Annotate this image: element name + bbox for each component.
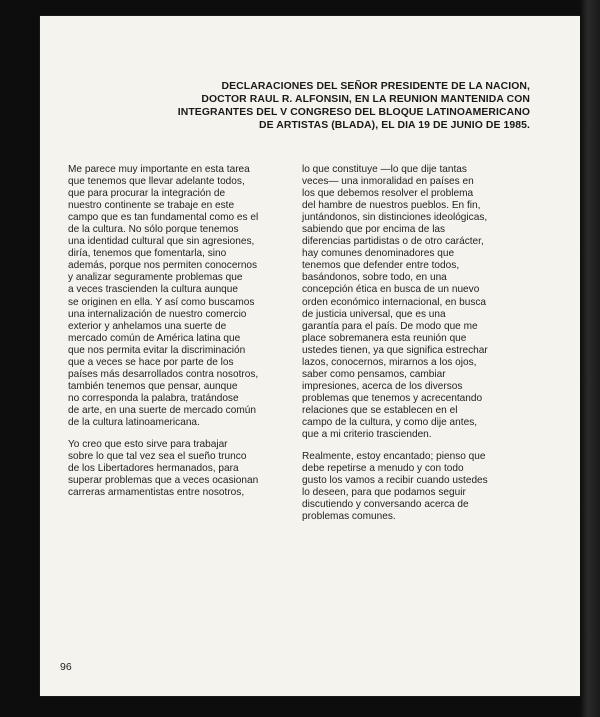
- text-line: Realmente, estoy encantado; pienso que: [302, 451, 486, 463]
- text-line: mercado común de América latina que: [68, 332, 241, 344]
- heading-line: DE ARTISTAS (BLADA), EL DIA 19 DE JUNIO DE 1985.: [259, 120, 530, 131]
- text-line: problemas comunes.: [302, 511, 396, 523]
- text-line: de los Libertadores hermanados, para: [68, 463, 239, 475]
- text-line: saber como pensamos, cambiar: [302, 368, 446, 380]
- text-line: una internalización de nuestro comercio: [68, 308, 247, 320]
- text-line: concepción ética en busca de un nuevo: [302, 284, 480, 296]
- text-line: que a mi criterio trascienden.: [302, 429, 432, 441]
- text-line: juntándonos, sin distinciones ideológicas,: [302, 212, 488, 224]
- heading-line: DOCTOR RAUL R. ALFONSIN, EN LA REUNION MANTENIDA CON: [201, 94, 530, 105]
- text-line: que nos permita evitar la discriminación: [68, 344, 246, 356]
- text-line: Yo creo que esto sirve para trabajar: [68, 439, 228, 451]
- text-line: también tenemos que pensar, aunque: [68, 380, 238, 392]
- text-line: de arte, en una suerte de mercado común: [68, 404, 256, 416]
- text-line: que para procurar la integración de: [68, 188, 226, 200]
- text-line: place sobremanera esta reunión que: [302, 332, 467, 344]
- text-line: exterior y anhelamos una suerte de: [68, 320, 227, 332]
- heading-line: DECLARACIONES DEL SEÑOR PRESIDENTE DE LA NACION,: [221, 81, 530, 92]
- text-line: garantía para el país. De modo que me: [302, 320, 478, 332]
- text-line: nuestro continente se trabaje en este: [68, 200, 235, 212]
- document-heading: [92, 80, 530, 132]
- text-line: Me parece muy importante en esta tarea: [68, 164, 250, 175]
- text-line: y analizar seguramente problemas que: [68, 272, 243, 284]
- text-line: superar problemas que a veces ocasionan: [68, 475, 259, 487]
- text-line: no corresponda la palabra, tratándose: [68, 392, 239, 404]
- text-line: que a veces se hace por parte de los: [68, 356, 234, 368]
- page-number: 96: [60, 661, 72, 673]
- text-line: discutiendo y conversando acerca de: [302, 499, 469, 511]
- text-line: se originen en ella. Y así como buscamos: [68, 296, 255, 308]
- text-line: diferencias partidistas o de otro carácter,: [302, 236, 484, 248]
- text-line: sabiendo que por encima de las: [302, 224, 446, 236]
- text-line: orden económico internacional, en busca: [302, 296, 487, 308]
- text-line: lo deseen, para que podamos seguir: [302, 487, 466, 499]
- text-line: campo que es tan fundamental como es el: [68, 212, 259, 224]
- text-line: países más desarrollados contra nosotros,: [68, 368, 259, 380]
- text-line: relaciones que se establecen en el: [302, 404, 458, 416]
- heading-line: INTEGRANTES DEL V CONGRESO DEL BLOQUE LATINOAMERICANO: [177, 107, 530, 118]
- text-line: basándonos, sobre todo, en una: [302, 272, 447, 284]
- text-line: veces— una inmoralidad en países en: [302, 176, 474, 188]
- text-line: lazos, conocernos, mirarnos a los ojos,: [302, 356, 477, 368]
- text-line: a veces trascienden la cultura aunque: [68, 284, 239, 296]
- text-line: sobre lo que tal vez sea el sueño trunco: [68, 451, 247, 463]
- text-line: impresiones, acerca de los diversos: [302, 380, 463, 392]
- text-line: debe repetirse a menudo y con todo: [302, 463, 464, 475]
- paragraph-gap: [302, 441, 528, 451]
- text-line: gusto los vamos a recibir cuando ustedes: [302, 475, 488, 487]
- paragraph: [302, 451, 528, 523]
- paragraph: [68, 164, 283, 429]
- text-line: que tenemos que llevar adelante todos,: [68, 176, 245, 188]
- text-line: carreras armamentistas entre nosotros,: [68, 487, 245, 499]
- scan-edge: [580, 0, 600, 717]
- text-line: tenemos que defender entre todos,: [302, 260, 460, 272]
- text-line: una identidad cultural que sin agresiones,: [68, 236, 255, 248]
- text-line: campo de la cultura, y como dije antes,: [302, 416, 478, 428]
- text-line: de justicia universal, que es una: [302, 308, 446, 320]
- paragraph-gap: [68, 429, 283, 439]
- paragraph: [68, 439, 283, 499]
- text-line: diría, tenemos que fomentarla, sino: [68, 248, 227, 260]
- text-line: de la cultura. No sólo porque tenemos: [68, 224, 239, 236]
- left-column: [68, 164, 283, 499]
- text-line: problemas que tenemos y acrecentando: [302, 392, 483, 404]
- text-line: lo que constituye —lo que dije tantas: [302, 164, 467, 175]
- paragraph: [302, 164, 528, 441]
- text-line: además, porque nos permiten conocernos: [68, 260, 258, 272]
- text-line: hay comunes denominadores que: [302, 248, 455, 260]
- text-line: ustedes tienen, ya que significa estrechar: [302, 344, 488, 356]
- text-line: del hambre de nuestros pueblos. En fin,: [302, 200, 481, 212]
- text-line: los que debemos resolver el problema: [302, 188, 474, 200]
- text-line: de la cultura latinoamericana.: [68, 416, 200, 428]
- right-column: [302, 164, 528, 523]
